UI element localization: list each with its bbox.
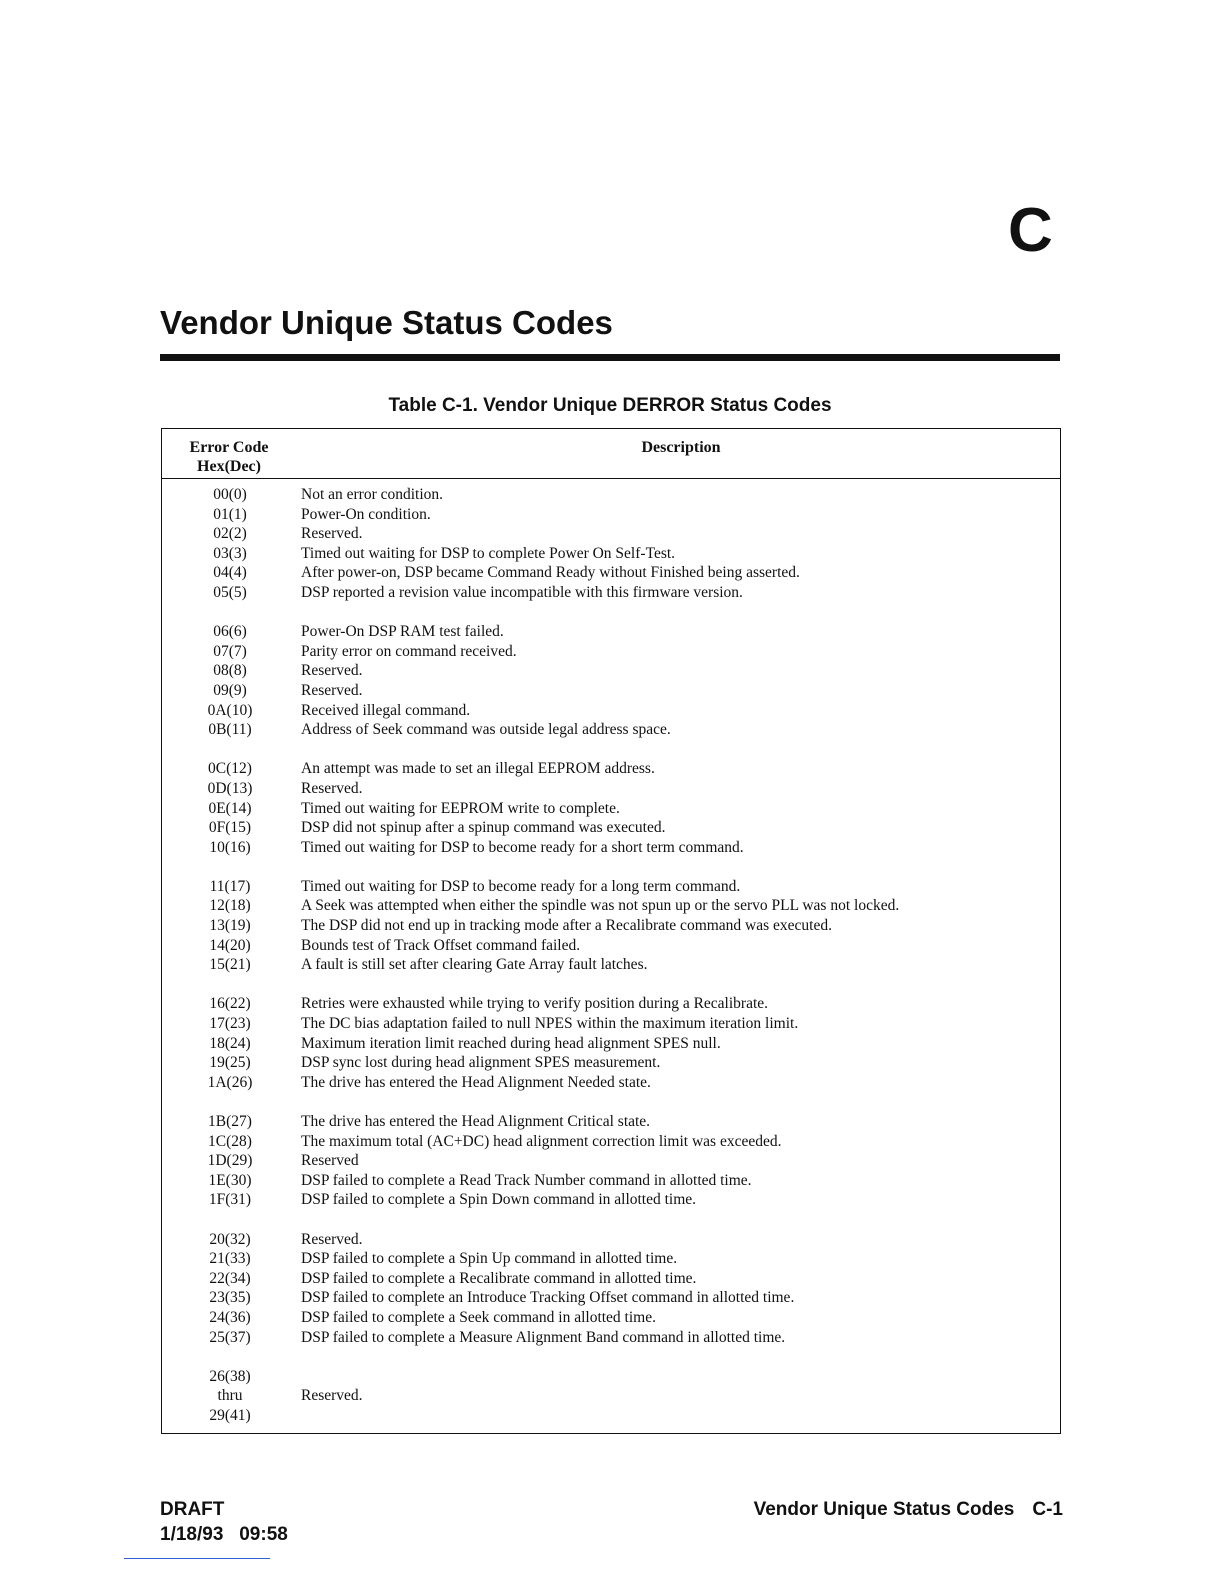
range-code-cell [162,1367,298,1426]
description-cell: DSP reported a revision value incompatible with this firmware version. [301,583,743,601]
description-cell: Bounds test of Track Offset command failed. [301,936,581,954]
row-group [162,994,1060,1092]
error-code-cell: 21(33) [209,1250,251,1268]
table-row [162,1112,1060,1132]
error-code-cell: 08(8) [213,662,247,680]
description-cell: Timed out waiting for DSP to complete Power On Self-Test. [301,544,676,562]
error-code-cell: 06(6) [213,623,247,641]
description-cell: The maximum total (AC+DC) head alignment correction limit was exceeded. [301,1132,782,1150]
table-row [162,524,1060,544]
description-cell: The DSP did not end up in tracking mode after a Recalibrate command was executed. [301,917,832,935]
table-row [162,1073,1060,1093]
error-code-cell: 22(34) [209,1269,251,1287]
table-row [162,505,1060,525]
table-row [162,818,1060,838]
error-code-cell: 00(0) [213,486,247,503]
scan-edge-line [124,1558,270,1559]
description-cell: An attempt was made to set an illegal EEPROM address. [301,760,655,778]
table-row [162,1151,1060,1171]
description-cell: DSP failed to complete a Spin Up command in allotted time. [301,1250,678,1268]
error-code-cell: 14(20) [209,936,251,954]
footer-draft-label: DRAFT [160,1499,225,1520]
description-cell: Reserved [301,1152,359,1170]
table-row [162,681,1060,701]
table-row [162,583,1060,603]
description-cell: Reserved. [301,1230,363,1248]
error-code-cell: 04(4) [213,564,247,582]
error-code-cell: 24(36) [209,1308,251,1326]
description-cell: Timed out waiting for EEPROM write to complete. [301,799,620,817]
error-code-cell: 0F(15) [208,819,252,837]
table-row [162,838,1060,858]
column-header-error-code-line1: Error Code [189,439,269,456]
table-row [162,1269,1060,1289]
table-row [162,642,1060,662]
row-group [162,622,1060,740]
table-row [162,759,1060,779]
error-code-cell: 0B(11) [208,721,252,739]
table-row [162,544,1060,564]
description-cell: The DC bias adaptation failed to null NPES within the maximum iteration limit. [301,1015,799,1033]
table-row [162,1171,1060,1191]
error-code-cell: 11(17) [209,877,251,895]
footer-page-number: C-1 [1032,1499,1063,1520]
error-code-cell: 18(24) [209,1034,251,1052]
description-cell: The drive has entered the Head Alignment Needed state. [301,1073,651,1091]
error-code-cell: 13(19) [209,917,251,935]
table-row [162,563,1060,583]
table-row [162,936,1060,956]
description-cell: The drive has entered the Head Alignment Critical state. [301,1113,651,1130]
table-row [162,994,1060,1014]
error-code-cell: 23(35) [209,1289,251,1307]
table-row [162,485,1060,505]
error-code-cell: 12(18) [209,897,251,915]
error-code-cell: 17(23) [209,1015,251,1033]
description-cell: Reserved. [301,681,363,699]
column-header-description: Description [641,439,721,456]
error-code-cell: 0E(14) [208,799,252,817]
table-row [162,661,1060,681]
description-cell: DSP did not spinup after a spinup command was executed. [301,819,666,837]
range-code-thru: thru [217,1387,243,1405]
table-row [162,1014,1060,1034]
table-row [162,622,1060,642]
error-code-cell: 0C(12) [208,760,252,778]
column-header-error-code-line2: Hex(Dec) [197,458,261,475]
error-code-cell: 09(9) [213,681,247,699]
error-code-cell: 0D(13) [207,779,253,797]
table-header [162,429,1060,479]
range-code-to: 29(41) [209,1406,251,1424]
table-row [162,1328,1060,1348]
description-cell: DSP failed to complete a Recalibrate command in allotted time. [301,1269,697,1287]
footer-running-title [754,1498,1063,1522]
table-row [162,1308,1060,1328]
description-cell: Not an error condition. [301,486,444,503]
footer-section-title: Vendor Unique Status Codes [753,1499,1015,1520]
table-row [162,720,1060,740]
description-cell: Reserved. [301,779,363,797]
description-cell: Retries were exhausted while trying to verify position during a Recalibrate. [301,995,769,1013]
error-code-cell: 15(21) [209,956,251,974]
table-row [162,1249,1060,1269]
description-cell: DSP failed to complete a Measure Alignment Band command in allotted time. [301,1328,786,1346]
description-cell: DSP failed to complete an Introduce Tracking Offset command in allotted time. [301,1289,795,1307]
error-code-cell: 03(3) [213,544,247,562]
row-group [162,877,1060,975]
description-cell: Power-On DSP RAM test failed. [301,623,504,641]
table-body [162,479,1060,1426]
error-code-cell: 16(22) [209,995,251,1013]
error-code-cell: 1F(31) [208,1191,252,1209]
table-row [162,779,1060,799]
description-cell: Address of Seek command was outside legal address space. [301,721,671,739]
table-row [162,877,1060,897]
description-cell: DSP failed to complete a Spin Down command in allotted time. [301,1191,697,1209]
table-row [162,1053,1060,1073]
table-row [162,1034,1060,1054]
error-code-cell: 1E(30) [208,1171,252,1189]
error-code-cell: 02(2) [213,525,247,543]
range-description-cell: Reserved. [301,1387,363,1405]
table-row [162,799,1060,819]
title-rule [160,354,1060,361]
description-cell: Reserved. [301,525,363,543]
error-code-cell: 19(25) [209,1054,251,1072]
table-row [162,955,1060,975]
table-row [162,1190,1060,1210]
page-title: Vendor Unique Status Codes [160,304,613,341]
error-code-cell: 0A(10) [207,701,253,719]
description-cell: Parity error on command received. [301,642,517,660]
status-codes-table [161,428,1061,1434]
table-row [162,1132,1060,1152]
table-row [162,1230,1060,1250]
footer-date: 1/18/93 09:58 [160,1524,288,1545]
row-group [162,759,1060,857]
error-code-cell: 25(37) [209,1328,251,1346]
error-code-cell: 1C(28) [208,1132,252,1150]
description-cell: Power-On condition. [301,505,431,523]
error-code-cell: 07(7) [213,642,247,660]
error-code-cell: 20(32) [209,1230,251,1248]
description-cell: Timed out waiting for DSP to become ready for a long term command. [301,877,741,895]
row-group [162,1112,1060,1210]
description-cell: Maximum iteration limit reached during head alignment SPES null. [301,1034,721,1052]
table-row [162,916,1060,936]
error-code-cell: 1D(29) [207,1152,253,1170]
description-cell: Reserved. [301,662,363,680]
table-row [162,1288,1060,1308]
description-cell: DSP failed to complete a Read Track Number command in allotted time. [301,1171,752,1189]
description-cell: DSP sync lost during head alignment SPES measurement. [301,1054,661,1072]
error-code-cell: 05(5) [213,583,247,601]
row-group [162,485,1060,603]
column-header-error-code [164,438,294,476]
description-cell: A Seek was attempted when either the spindle was not spun up or the servo PLL was not locked. [301,897,900,915]
description-cell: DSP failed to complete a Seek command in allotted time. [301,1308,656,1326]
table-row [162,701,1060,721]
error-code-cell: 1A(26) [207,1073,253,1091]
error-code-cell: 10(16) [209,838,251,856]
description-cell: Received illegal command. [301,701,471,719]
table-row [162,896,1060,916]
table-caption: Table C-1. Vendor Unique DERROR Status Codes [388,395,832,416]
description-cell: Timed out waiting for DSP to become ready for a short term command. [301,838,744,856]
description-cell: A fault is still set after clearing Gate Array fault latches. [301,956,648,974]
table-row-range [162,1367,1060,1426]
error-code-cell: 1B(27) [208,1113,252,1130]
chapter-letter: C [1008,196,1053,265]
error-code-cell: 01(1) [213,505,247,523]
row-group [162,1230,1060,1348]
range-code-from: 26(38) [209,1367,251,1385]
description-cell: After power-on, DSP became Command Ready without Finished being asserted. [301,564,800,582]
